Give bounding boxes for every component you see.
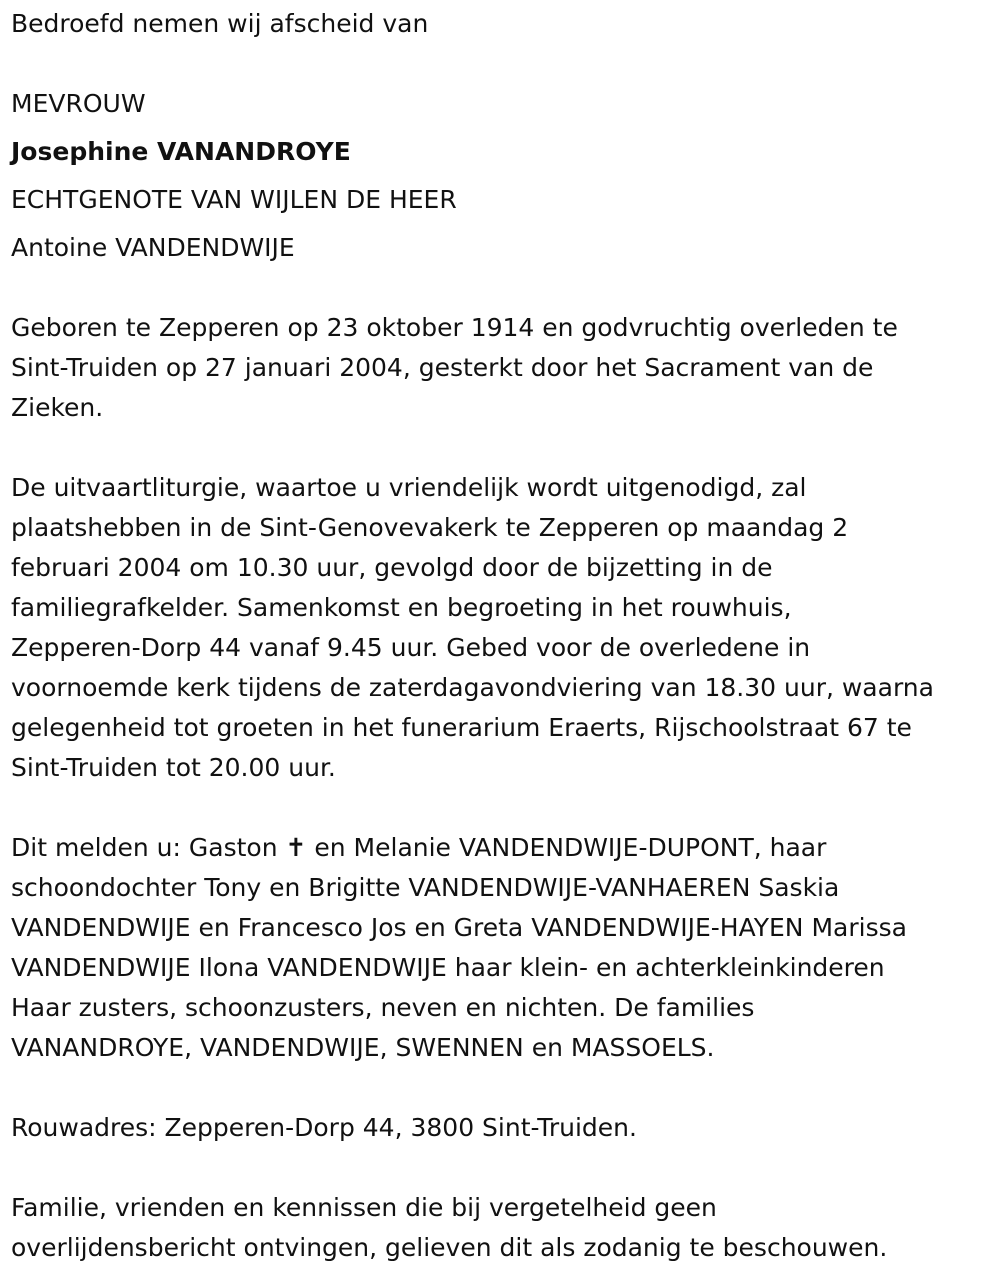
paragraph-line: familiegrafkelder. Samenkomst en begroeting in het rouwhuis, [11,593,792,622]
birth-death-paragraph [11,308,991,428]
paragraph-line: schoondochter Tony en Brigitte VANDENDWIJE-VANHAEREN Saskia [11,873,840,902]
intro-text: Bedroefd nemen wij afscheid van [11,9,429,38]
paragraph-line: voornoemde kerk tijdens de zaterdagavondviering van 18.30 uur, waarna [11,673,934,702]
spouse-label: ECHTGENOTE VAN WIJLEN DE HEER [11,185,457,214]
spouse-name: Antoine VANDENDWIJE [11,233,295,262]
paragraph-line: februari 2004 om 10.30 uur, gevolgd door de bijzetting in de [11,553,773,582]
paragraph-line: VANDENDWIJE Ilona VANDENDWIJE haar klein- en achterkleinkinderen [11,953,885,982]
paragraph-line: gelegenheid tot groeten in het funerarium Eraerts, Rijschoolstraat 67 te [11,713,912,742]
family-paragraph [11,828,991,1068]
paragraph-line: Sint-Truiden tot 20.00 uur. [11,753,336,782]
paragraph-line: Geboren te Zepperen op 23 oktober 1914 en godvruchtig overleden te [11,313,898,342]
closing-paragraph [11,1188,991,1268]
paragraph-line: Sint-Truiden op 27 januari 2004, gesterkt door het Sacrament van de [11,353,874,382]
paragraph-line: Zepperen-Dorp 44 vanaf 9.45 uur. Gebed voor de overledene in [11,633,811,662]
paragraph-line: VANDENDWIJE en Francesco Jos en Greta VANDENDWIJE-HAYEN Marissa [11,913,907,942]
paragraph-line: Haar zusters, schoonzusters, neven en nichten. De families [11,993,755,1022]
paragraph-line: Dit melden u: Gaston ✝ en Melanie VANDENDWIJE-DUPONT, haar [11,833,827,862]
paragraph-line: De uitvaartliturgie, waartoe u vriendelijk wordt uitgenodigd, zal [11,473,807,502]
paragraph-line: VANANDROYE, VANDENDWIJE, SWENNEN en MASSOELS. [11,1033,715,1062]
paragraph-line: overlijdensbericht ontvingen, gelieven dit als zodanig te beschouwen. [11,1233,888,1262]
title-prefix: MEVROUW [11,89,146,118]
mourning-address: Rouwadres: Zepperen-Dorp 44, 3800 Sint-Truiden. [11,1113,637,1142]
deceased-name: Josephine VANANDROYE [11,137,351,166]
paragraph-line: Familie, vrienden en kennissen die bij vergetelheid geen [11,1193,717,1222]
paragraph-line: Zieken. [11,393,104,422]
funeral-paragraph [11,468,991,788]
paragraph-line: plaatshebben in de Sint-Genovevakerk te Zepperen op maandag 2 [11,513,849,542]
obituary-document [11,0,991,1268]
